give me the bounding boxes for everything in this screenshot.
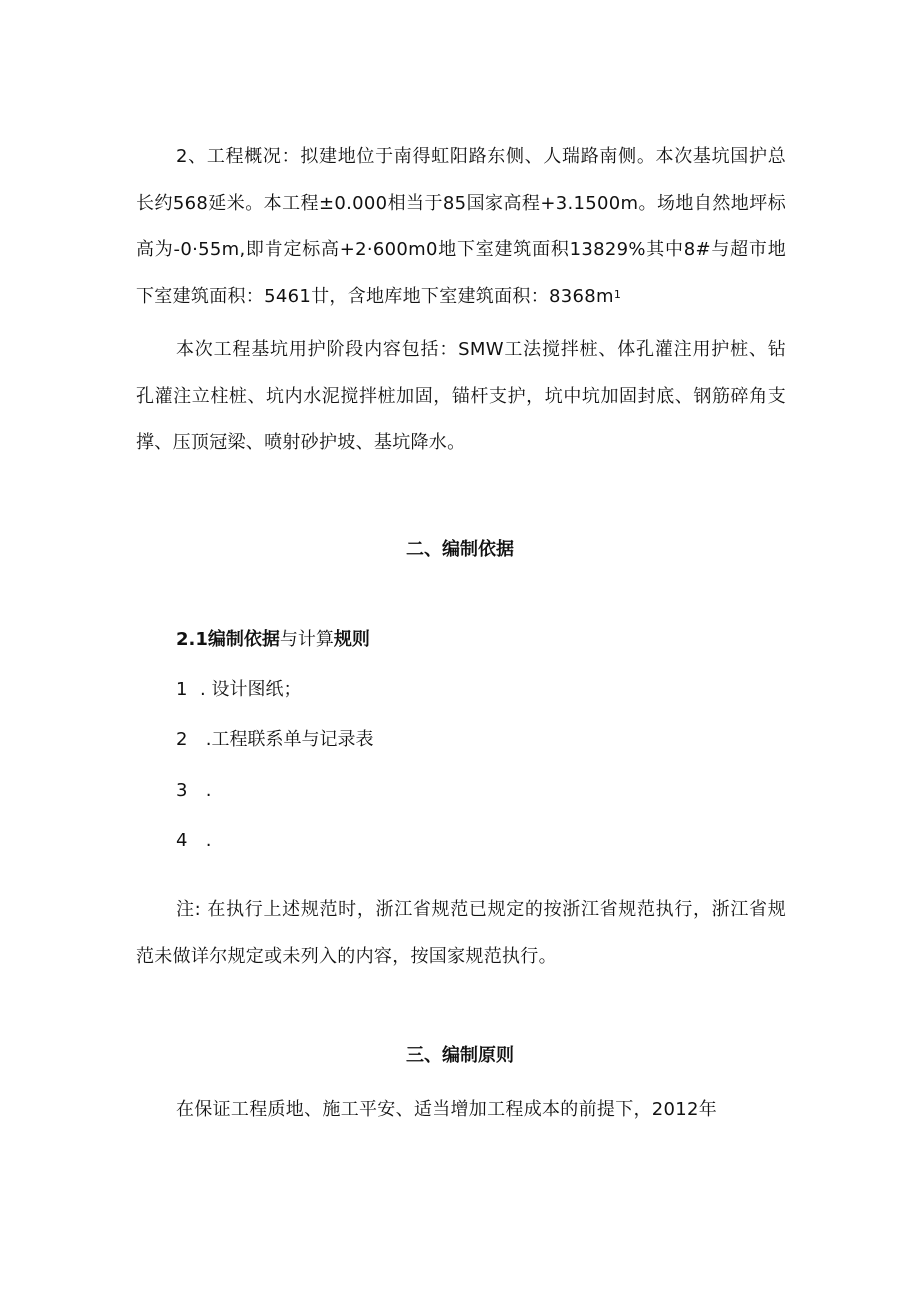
list-item (176, 727, 373, 753)
subsection-heading-part3: 规则 (333, 629, 370, 650)
list-item-text: . (200, 830, 212, 851)
list-item-number: 1 (176, 679, 188, 700)
list-item-text: . 设计图纸； (200, 679, 302, 700)
subsection-heading-part1: 2.1编制依据 (176, 629, 280, 650)
superscript: 1 (613, 287, 622, 301)
list-item-number: 4 (176, 830, 188, 851)
list-item-number: 2 (176, 729, 188, 750)
principles-paragraph: 在保证工程质地、施工平安、适当增加工程成本的前提下，2012年 (176, 1099, 718, 1120)
scope-paragraph: 本次工程基坑用护阶段内容包括：SMW工法搅拌桩、体孔灌注用护桩、钻孔灌注立柱桩、坑内水泥搅拌桩加固，锚杆支护，坑中坑加固封底、钢筋碎角支撑、压顶冠梁、喷射砂护坡、基坑降水。 (136, 339, 786, 453)
list-item (176, 677, 301, 703)
list-item (176, 828, 211, 854)
list-item-text: . (200, 780, 212, 801)
note-paragraph: 注: 在执行上述规范时，浙江省规范已规定的按浙江省规范执行，浙江省规范未做详尔规定或未列入的内容，按国家规范执行。 (136, 899, 786, 967)
list-item (176, 778, 211, 804)
list-item-number: 3 (176, 780, 188, 801)
section-heading-principles: 三、编制原则 (406, 1045, 514, 1066)
section-heading-basis: 二、编制依据 (406, 539, 514, 560)
subsection-heading-part2: 与计算 (279, 629, 334, 650)
overview-paragraph-text: 2、工程概况：拟建地位于南得虹阳路东侧、人瑞路南侧。本次基坑国护总长约568延米。本工程±0.000相当于85国家高程+3.1500m。场地自然地坪标高为-0·55m,即肯定标高+2·600m0地下室建筑面积13829%其中8#与超市地下室建筑面积：5461廿，含地库地下室建筑面积：8368m (136, 146, 786, 307)
subsection-heading (176, 627, 370, 653)
list-item-text: .工程联系单与记录表 (200, 729, 374, 750)
overview-paragraph (136, 134, 786, 320)
